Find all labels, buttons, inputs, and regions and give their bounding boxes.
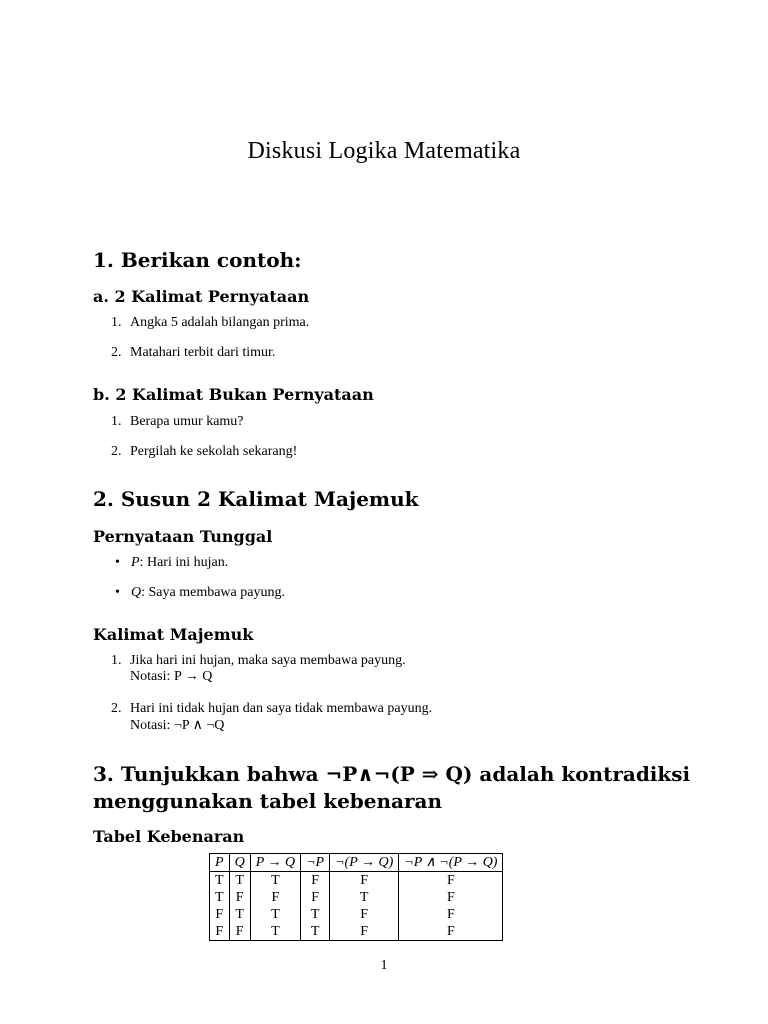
table-cell: F [301, 872, 330, 890]
table-row [210, 923, 503, 941]
table-cell: T [301, 923, 330, 941]
bullet-item: • P: Hari ini hujan. [115, 555, 229, 570]
column-header: Q [229, 854, 250, 872]
table-cell: T [330, 889, 399, 906]
section-3-heading-line-1: 3. Tunjukkan bahwa ¬P∧¬(P ⇒ Q) adalah kontradiksi [93, 762, 691, 786]
section-1b-heading: b. 2 Kalimat Bukan Pernyataan [93, 385, 374, 404]
table-cell: F [301, 889, 330, 906]
list-item: 1. Berapa umur kamu? [111, 414, 244, 429]
table-cell: T [229, 906, 250, 923]
pernyataan-tunggal-heading: Pernyataan Tunggal [93, 527, 273, 546]
column-header: ¬P ∧ ¬(P → Q) [399, 854, 503, 872]
list-item-text: Hari ini tidak hujan dan saya tidak membawa payung. [130, 701, 433, 716]
truth-table [209, 853, 503, 941]
table-cell: F [229, 923, 250, 941]
table-row [210, 889, 503, 906]
list-item-text: Berapa umur kamu? [130, 414, 244, 429]
list-item: 2. Matahari terbit dari timur. [111, 345, 276, 360]
table-cell: F [330, 923, 399, 941]
table-row [210, 872, 503, 890]
list-item-text: Pergilah ke sekolah sekarang! [130, 444, 298, 459]
table-cell: F [229, 889, 250, 906]
section-3-heading-line-2: menggunakan tabel kebenaran [93, 789, 443, 813]
table-cell: T [250, 872, 300, 890]
notation-text: Notasi: ¬P ∧ ¬Q [130, 718, 225, 733]
column-header: P → Q [250, 854, 300, 872]
table-cell: T [250, 923, 300, 941]
table-cell: T [229, 872, 250, 890]
table-cell: F [250, 889, 300, 906]
table-cell: T [210, 889, 230, 906]
table-cell: F [399, 906, 503, 923]
truth-table-heading: Tabel Kebenaran [93, 827, 245, 846]
table-cell: F [330, 906, 399, 923]
list-item: 1. Jika hari ini hujan, maka saya membawa payung. Notasi: P → Q [111, 653, 406, 684]
table-cell: T [250, 906, 300, 923]
table-row [210, 906, 503, 923]
list-item: 1. Angka 5 adalah bilangan prima. [111, 315, 310, 330]
bullet-icon: • [115, 585, 120, 600]
table-cell: F [399, 872, 503, 890]
document-title: Diskusi Logika Matematika [247, 138, 521, 164]
table-cell: F [210, 906, 230, 923]
table-header-row [210, 854, 503, 872]
column-header: ¬(P → Q) [330, 854, 399, 872]
section-2-heading: 2. Susun 2 Kalimat Majemuk [93, 487, 419, 511]
table-cell: T [301, 906, 330, 923]
list-item-text: Matahari terbit dari timur. [130, 345, 276, 360]
column-header: P [210, 854, 230, 872]
kalimat-majemuk-heading: Kalimat Majemuk [93, 625, 254, 644]
list-item-text: Jika hari ini hujan, maka saya membawa payung. [130, 653, 406, 668]
bullet-item: • Q: Saya membawa payung. [115, 585, 285, 600]
notation-text: Notasi: P → Q [130, 669, 213, 684]
list-item: 2. Hari ini tidak hujan dan saya tidak membawa payung. Notasi: ¬P ∧ ¬Q [111, 701, 433, 733]
table-cell: T [210, 872, 230, 890]
list-item: 2. Pergilah ke sekolah sekarang! [111, 444, 298, 459]
table-cell: F [399, 923, 503, 941]
section-1-heading: 1. Berikan contoh: [93, 248, 302, 272]
table-cell: F [330, 872, 399, 890]
page-number: 1 [380, 958, 388, 973]
bullet-icon: • [115, 555, 120, 570]
table-cell: F [399, 889, 503, 906]
section-1a-heading: a. 2 Kalimat Pernyataan [93, 287, 310, 306]
table-cell: F [210, 923, 230, 941]
column-header: ¬P [301, 854, 330, 872]
list-item-text: Angka 5 adalah bilangan prima. [130, 315, 310, 330]
